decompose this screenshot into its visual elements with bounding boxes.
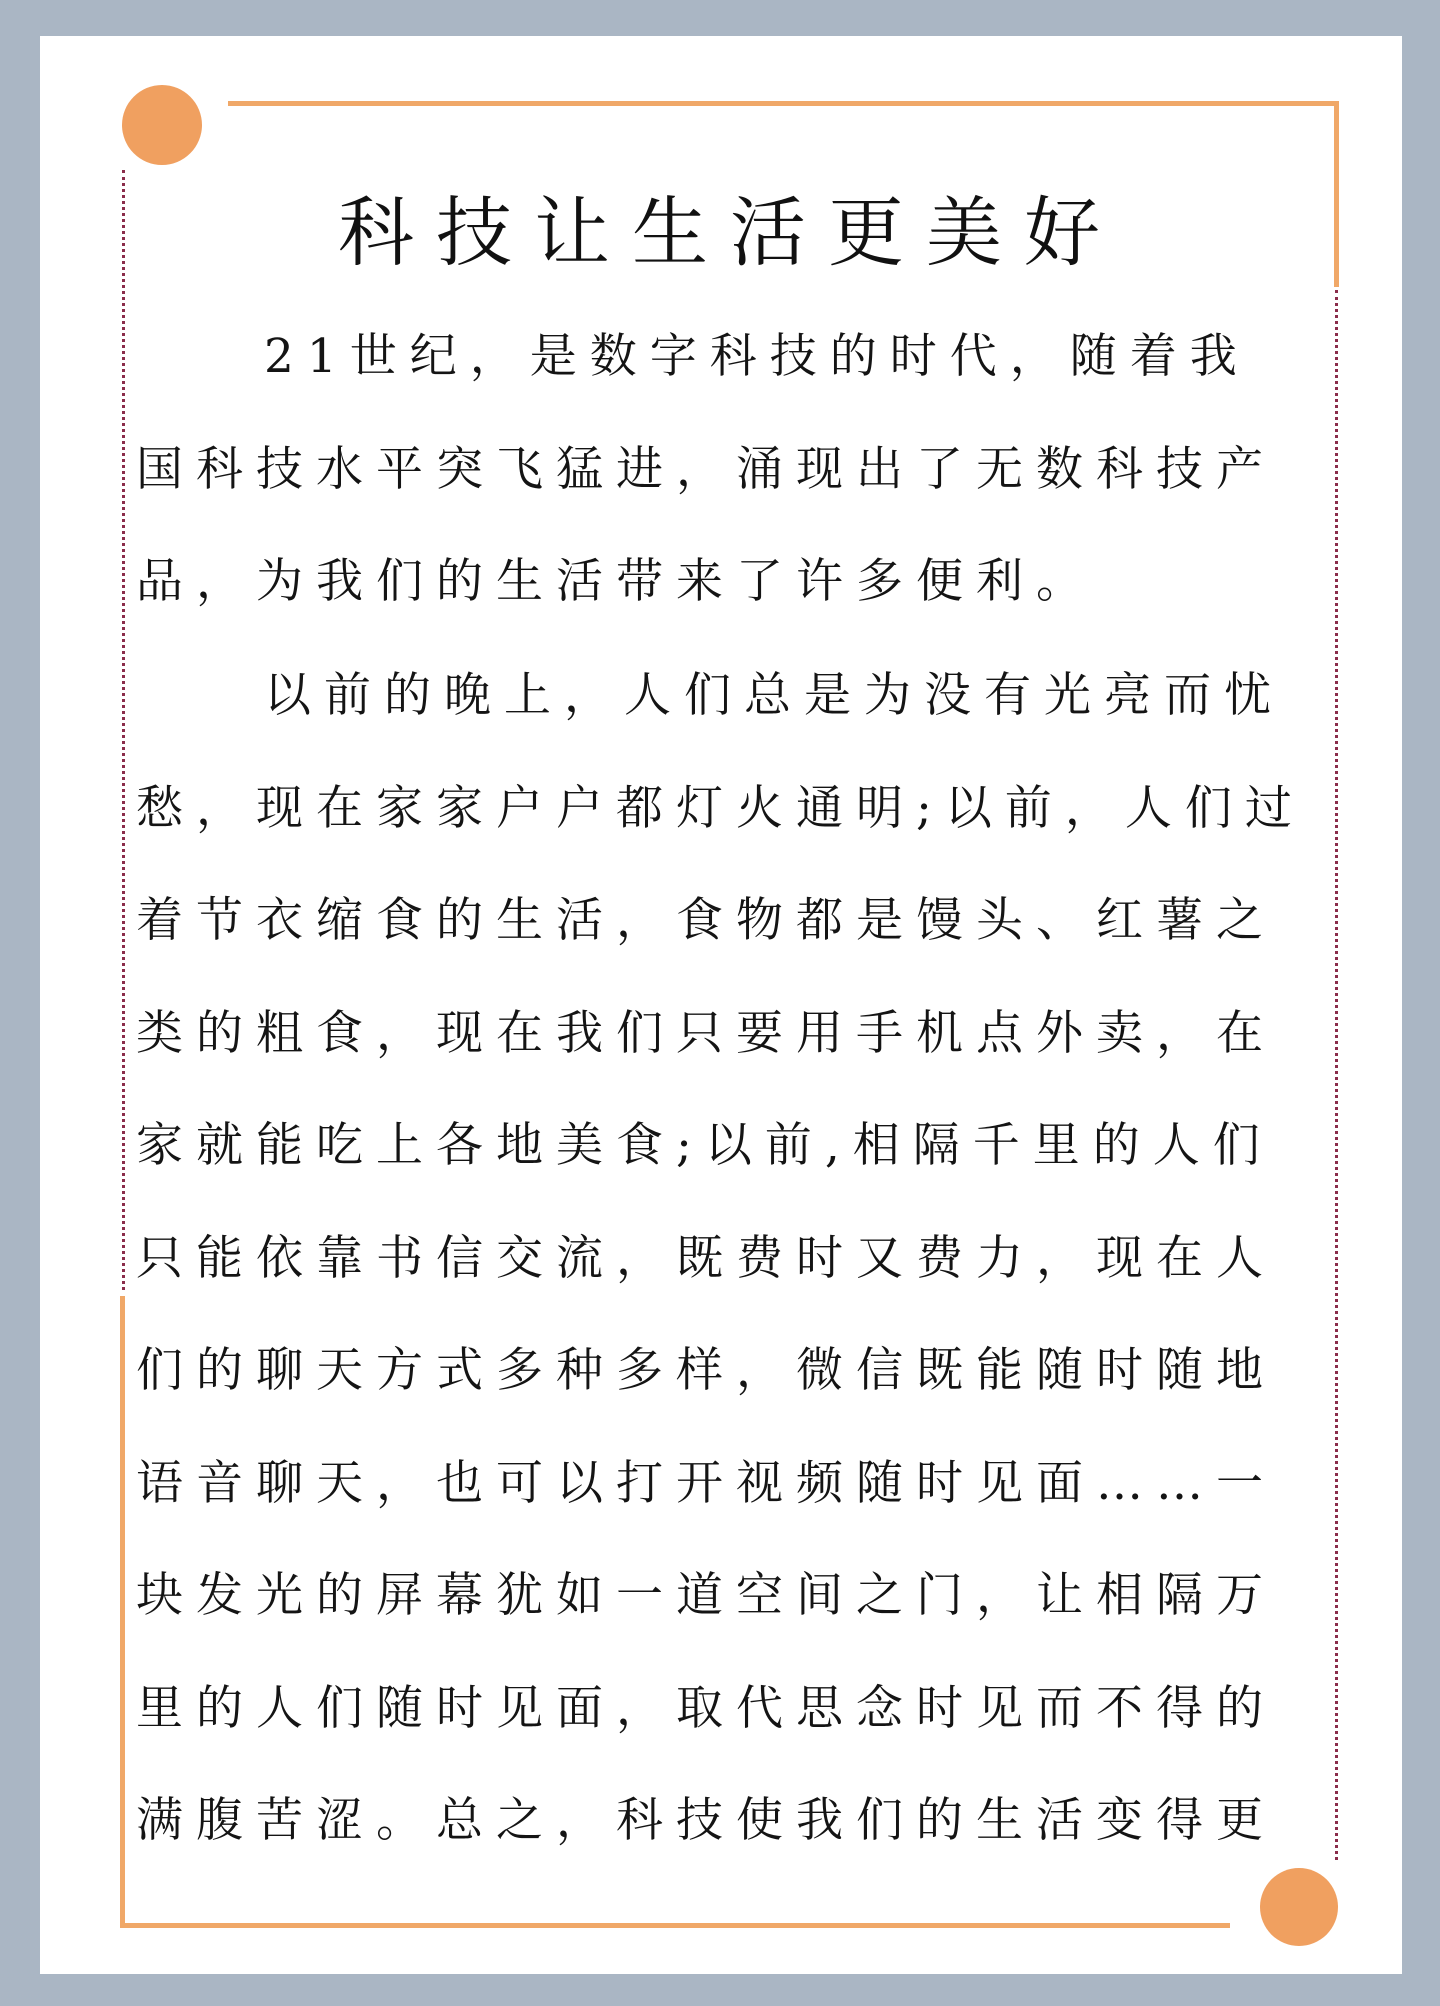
right-dotted-border — [1335, 290, 1338, 1860]
essay-paragraph-1: 21世纪，是数字科技的时代，随着我国科技水平突飞猛进，涌现出了无数科技产品，为我们的生活带来了许多便利。 — [136, 329, 1276, 609]
bottom-frame-line — [120, 1923, 1230, 1928]
essay-title: 科技让生活更美好 — [338, 188, 1122, 277]
left-frame-line — [120, 1296, 125, 1928]
essay-paragraph-2: 以前的晚上，人们总是为没有光亮而忧愁，现在家家户户都灯火通明;以前，人们过着节衣缩食的生活，食物都是馒头、红薯之类的粗食，现在我们只要用手机点外卖，在家就能吃上各地美食;以前,相隔千里的人们只能依靠书信交流，既费时又费力，现在人们的聊天方式多种多样，微信既能随时随地语音聊天，也可以打开视频随时见面……一块发光的屏幕犹如一道空间之门，让相隔万里的人们随时见面，取代思念时见而不得的满腹苦涩。总之，科技使我们的生活变得更 — [136, 668, 1305, 1848]
bottom-right-circle — [1260, 1868, 1338, 1946]
top-left-circle — [122, 85, 202, 165]
left-dotted-border — [122, 170, 125, 1290]
top-frame-line — [228, 101, 1338, 106]
right-frame-line — [1334, 101, 1339, 287]
